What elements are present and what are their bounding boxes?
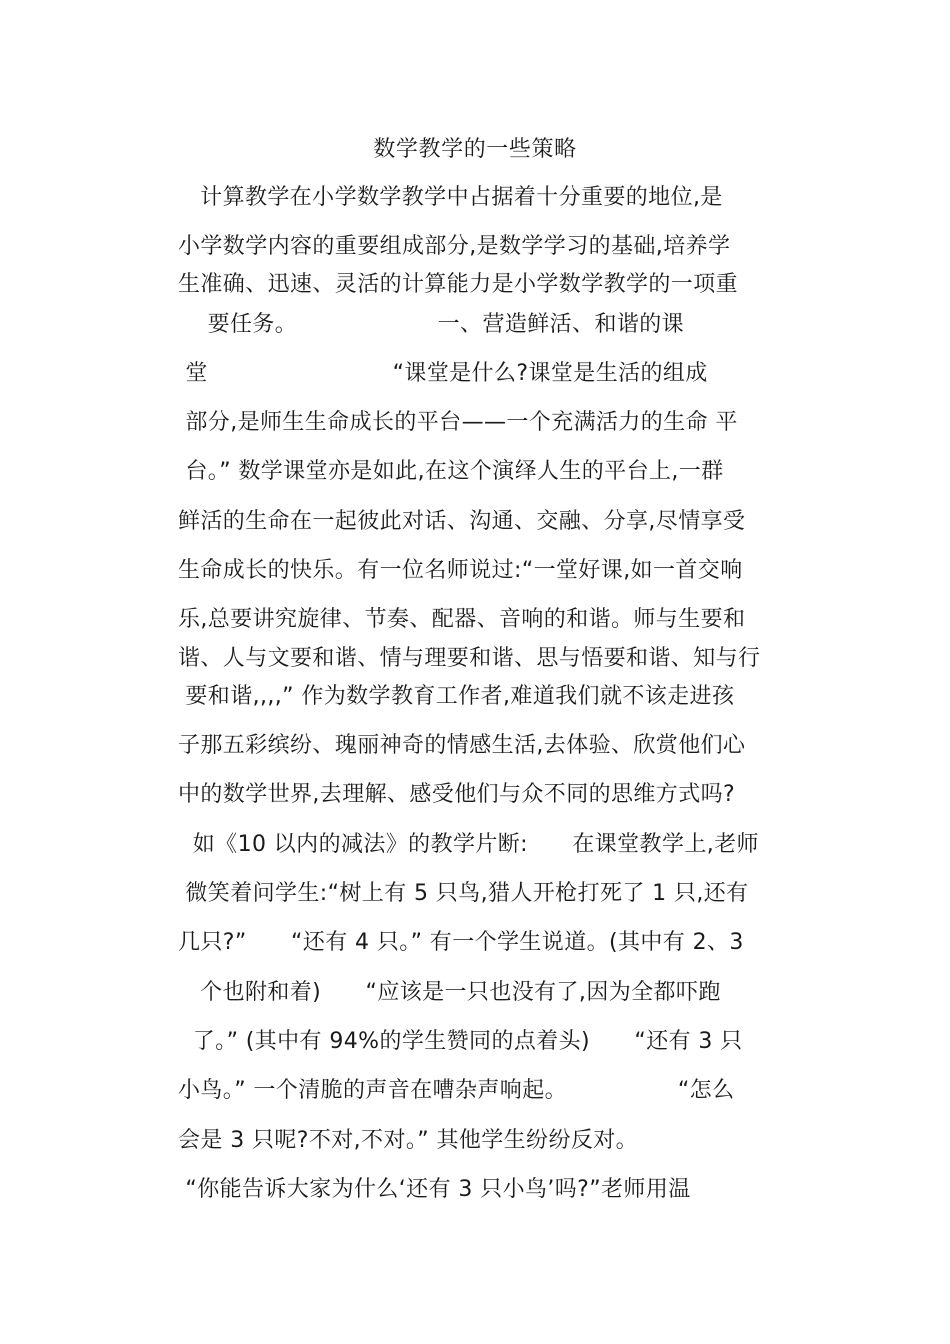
text-line: 谐、人与文要和谐、情与理要和谐、思与悟要和谐、知与行 [178, 646, 761, 671]
text-line: 微笑着问学生:“树上有 5 只鸟,猎人开枪打死了 1 只,还有 [178, 881, 749, 906]
text-line: 生命成长的快乐。有一位名师说过:“一堂好课,如一首交响 [178, 558, 743, 583]
text-line: 要和谐,,,,” 作为数学教育工作者,难道我们就不该走进孩 [178, 684, 735, 709]
text-line: 台。” 数学课堂亦是如此,在这个演绎人生的平台上,一群 [178, 459, 724, 484]
text-line: “你能告诉大家为什么‘还有 3 只小鸟’吗?”老师用温 [178, 1177, 691, 1202]
text-line: 堂 “课堂是什么?课堂是生活的组成 [178, 361, 708, 386]
text-line: 了。” (其中有 94%的学生赞同的点着头) “还有 3 只 [178, 1029, 743, 1054]
document-title: 数学教学的一些策略 [373, 137, 577, 162]
text-line: 小鸟。” 一个清脆的声音在嘈杂声响起。 “怎么 [178, 1078, 735, 1103]
text-line: 几只?” “还有 4 只。” 有一个学生说道。(其中有 2、3 [178, 930, 744, 955]
text-line: 要任务。 一、营造鲜活、和谐的课 [178, 312, 685, 337]
text-line: 鲜活的生命在一起彼此对话、沟通、交融、分享,尽情享受 [178, 509, 746, 534]
text-line: 如《10 以内的减法》的教学片断: 在课堂教学上,老师 [178, 832, 759, 857]
text-line: 乐,总要讲究旋律、节奏、配器、音响的和谐。师与生要和 [178, 607, 746, 632]
text-line: 小学数学内容的重要组成部分,是数学学习的基础,培养学 [178, 234, 731, 259]
text-line: 中的数学世界,去理解、感受他们与众不同的思维方式吗? [178, 782, 736, 807]
text-line: 计算教学在小学数学教学中占据着十分重要的地位,是 [178, 185, 723, 210]
text-line: 部分,是师生生命成长的平台——一个充满活力的生命 平 [178, 410, 738, 435]
text-line: 个也附和着) “应该是一只也没有了,因为全都吓跑 [178, 980, 721, 1005]
text-line: 会是 3 只呢?不对,不对。” 其他学生纷纷反对。 [178, 1128, 639, 1153]
text-line: 生准确、迅速、灵活的计算能力是小学数学教学的一项重 [178, 272, 739, 297]
text-line: 子那五彩缤纷、瑰丽神奇的情感生活,去体验、欣赏他们心 [178, 733, 746, 758]
